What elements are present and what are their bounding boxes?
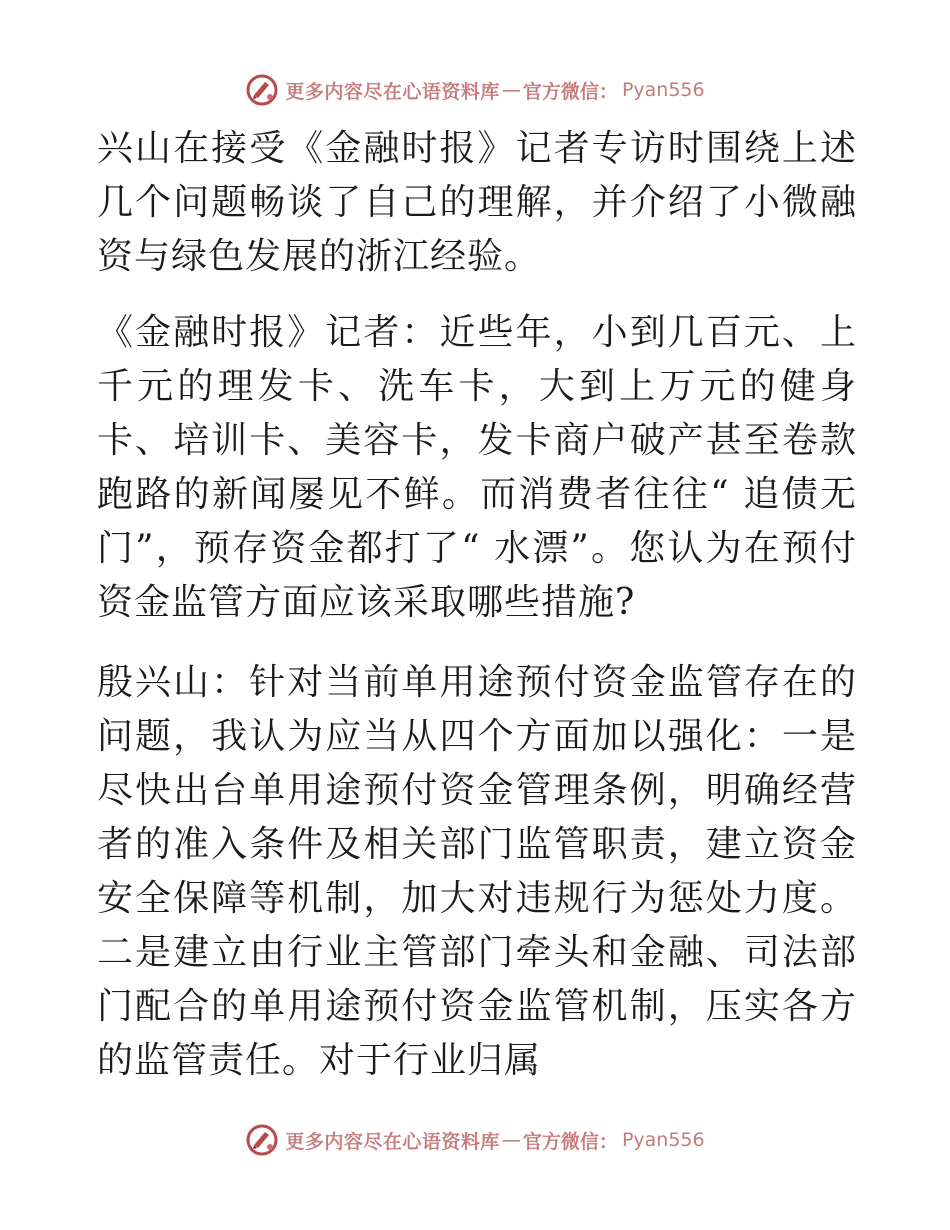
header-watermark-banner [0,70,950,110]
red-seal-logo-icon [245,1123,279,1157]
paragraph-intro: 兴山在接受《金融时报》记者专访时围绕上述几个问题畅谈了自己的理解，并介绍了小微融资与绿色发展的浙江经验。 [97,128,857,277]
footer-watermark-banner [0,1120,950,1160]
banner-wechat-label: 官方微信： [522,80,618,103]
banner-wechat-id: Pyan556 [621,79,705,101]
banner-wechat-id: Pyan556 [621,1129,705,1151]
banner-site-text: 更多内容尽在心语资料库 [285,1130,500,1153]
banner-wechat-label: 官方微信： [522,1130,618,1153]
banner-separator: — [501,79,521,101]
banner-separator: — [501,1129,521,1151]
red-seal-logo-icon [245,73,279,107]
article-body [97,122,857,1112]
paragraph-question: 《金融时报》记者：近些年，小到几百元、上千元的理发卡、洗车卡，大到上万元的健身卡、培训卡、美容卡，发卡商户破产甚至卷款跑路的新闻屡见不鲜。而消费者往往“ 追债无门”，预存资金都打了“ 水漂”。您认为在预付资金监管方面应该采取哪些措施? [97,312,857,623]
paragraph-answer: 殷兴山：针对当前单用途预付资金监管存在的问题，我认为应当从四个方面加以强化：一是尽快出台单用途预付资金管理条例，明确经营者的准入条件及相关部门监管职责，建立资金安全保障等机制，加大对违规行为惩处力度。二是建立由行业主管部门牵头和金融、司法部门配合的单用途预付资金监管机制，压实各方的监管责任。对于行业归属 [97,662,857,1081]
banner-site-text: 更多内容尽在心语资料库 [285,80,500,103]
